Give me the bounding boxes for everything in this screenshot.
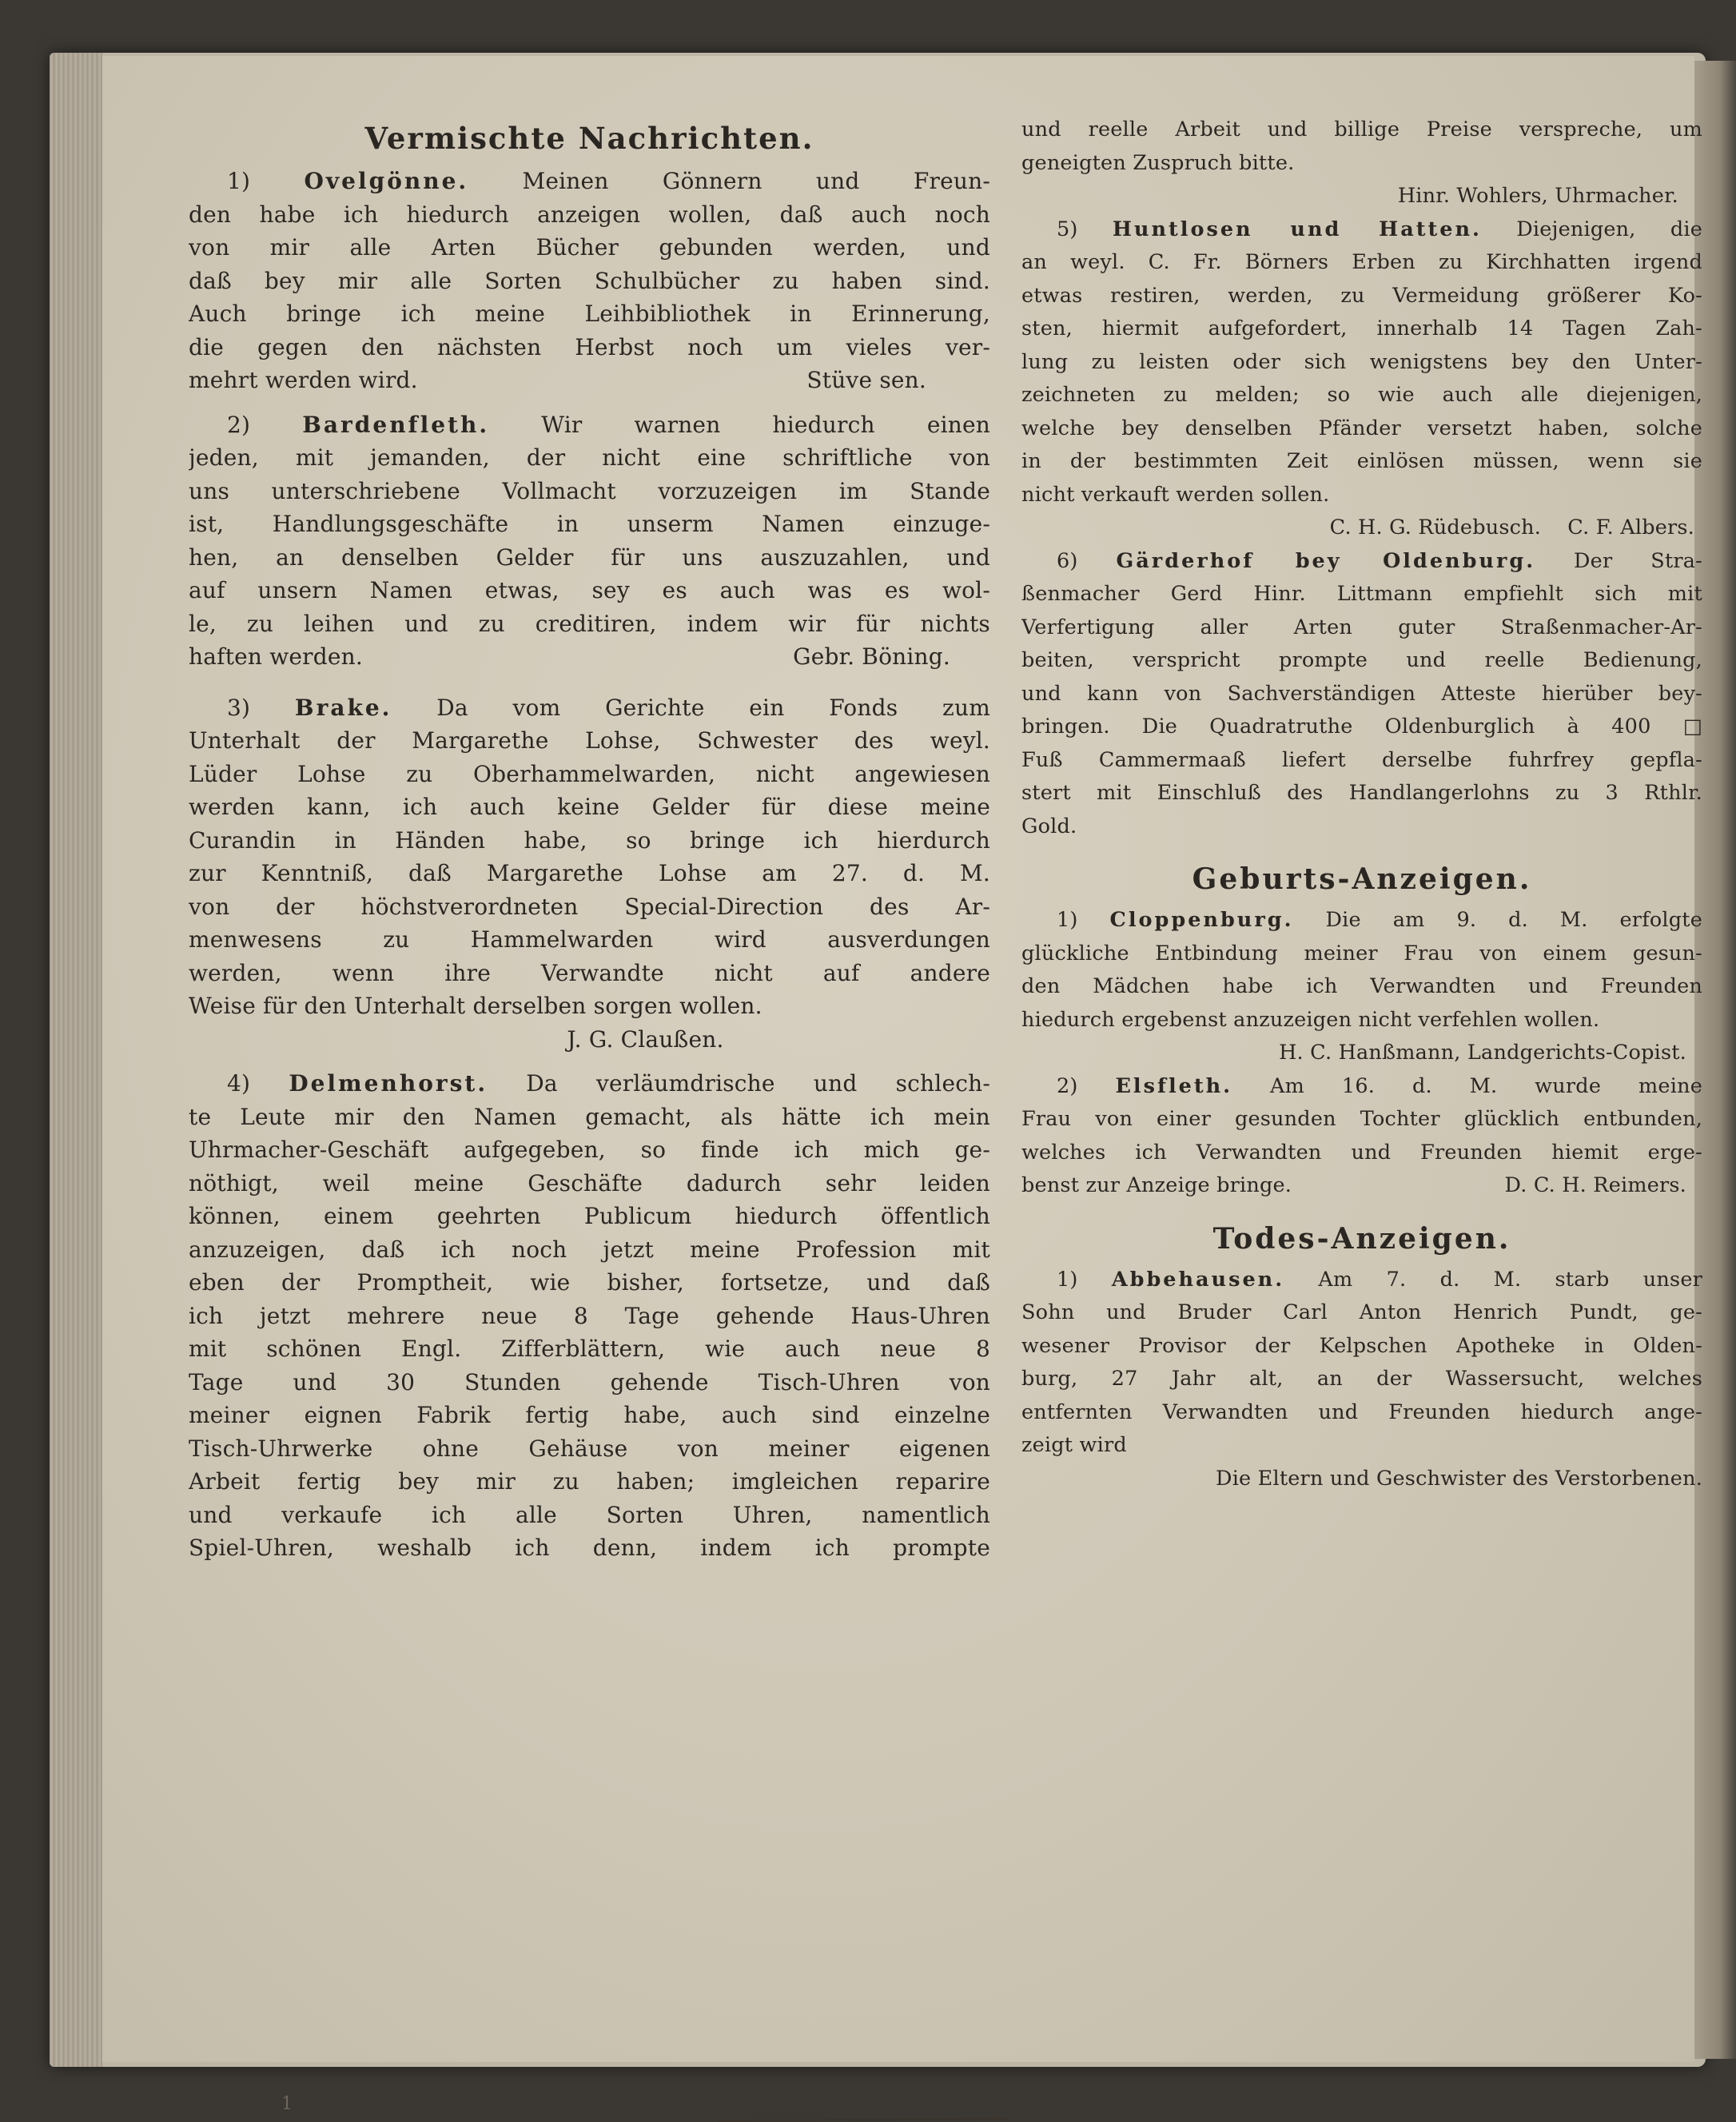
right-column [1021, 113, 1702, 1495]
notice-line: hiedurch ergebenst anzuzeigen nicht verfehlen wollen. [1021, 1007, 1600, 1032]
notice-line: Fuß Cammermaaß liefert derselbe fuhrfrey gepfla- [1021, 747, 1702, 772]
notice-line: Arbeit fertig bey mir zu haben; imgleichen reparire [189, 1468, 990, 1495]
notice-line: eben der Promptheit, wie bisher, fortsetze, und daß [189, 1269, 990, 1296]
notice-place: Elsfleth. [1115, 1073, 1233, 1098]
notice-line: werden kann, ich auch keine Gelder für diese meine [189, 794, 990, 820]
notice-line: in der bestimmten Zeit einlösen müssen, wenn sie [1021, 449, 1702, 473]
notice-elsfleth [1021, 1070, 1702, 1203]
notice-place: Abbehausen. [1111, 1267, 1285, 1292]
notice-line: Frau von einer gesunden Tochter glücklich entbunden, [1021, 1107, 1702, 1131]
notice-place: Gärderhof bey Oldenburg. [1116, 548, 1536, 573]
notice-line: menwesens zu Hammelwarden wird ausverdungen [189, 926, 990, 953]
notice-line: Verfertigung aller Arten guter Straßenmacher-Ar- [1021, 615, 1702, 639]
notice-line: bringen. Die Quadratruthe Oldenburglich à 400 □ [1021, 715, 1702, 739]
notice-place: Delmenhorst. [289, 1070, 488, 1097]
notice-line: 2) Elsfleth. Am 16. d. M. wurde meine [1057, 1073, 1702, 1098]
notice-signature: Stüve sen. [806, 367, 926, 393]
notice-cloppenburg [1021, 904, 1702, 1070]
notice-line: 5) Huntlosen und Hatten. Diejenigen, die [1057, 217, 1702, 241]
notice-line: und reelle Arbeit und billige Preise verspreche, um [1021, 117, 1702, 141]
notice-signature: D. C. H. Reimers. [1504, 1173, 1686, 1197]
notice-place: Brake. [294, 694, 392, 721]
notice-line: ist, Handlungsgeschäfte in unserm Namen einzuge- [189, 511, 990, 537]
notice-delmenhorst-continued [1021, 113, 1702, 213]
notice-line: geneigten Zuspruch bitte. [1021, 150, 1295, 175]
left-column [189, 113, 990, 1565]
notice-line: hen, an denselben Gelder für uns auszuzahlen, und [189, 543, 990, 571]
notice-line: welches ich Verwandten und Freunden hiemit erge- [1021, 1140, 1702, 1165]
notice-signature: J. G. Claußen. [567, 1025, 724, 1053]
notice-line: nöthigt, weil meine Geschäfte dadurch sehr leiden [189, 1169, 990, 1196]
notice-line: Lüder Lohse zu Oberhammelwarden, nicht angewiesen [189, 760, 990, 787]
section-heading-todes-anzeigen: Todes-Anzeigen. [1212, 1221, 1511, 1256]
notice-line: 4) Delmenhorst. Da verläumdrische und schlech- [227, 1070, 990, 1097]
notice-line: welche bey denselben Pfänder versetzt haben, solche [1021, 416, 1702, 440]
notice-line: von der höchstverordneten Special-Direction des Ar- [189, 893, 990, 920]
notice-line: mit schönen Engl. Zifferblättern, wie auch neue 8 [189, 1336, 990, 1362]
notice-place: Bardenfleth. [302, 411, 490, 438]
notice-line: Tage und 30 Stunden gehende Tisch-Uhren von [189, 1368, 990, 1395]
notice-signature: Hinr. Wohlers, Uhrmacher. [1397, 184, 1678, 208]
section-heading-vermischte-nachrichten: Vermischte Nachrichten. [364, 121, 814, 156]
notice-line: Uhrmacher-Geschäft aufgegeben, so finde ich mich ge- [189, 1137, 990, 1163]
notice-line: jeden, mit jemanden, der nicht eine schriftliche von [189, 444, 990, 471]
notice-huntlosen-hatten [1021, 213, 1702, 545]
notice-line: 3) Brake. Da vom Gerichte ein Fonds zum [227, 694, 990, 721]
notice-line: entfernten Verwandten und Freunden hiedurch ange- [1021, 1399, 1702, 1424]
notice-line: nicht verkauft werden sollen. [1021, 482, 1330, 507]
notice-ovelgoenne [189, 165, 990, 397]
notice-place: Cloppenburg. [1109, 908, 1294, 932]
notice-line: Curandin in Händen habe, so bringe ich hierdurch [189, 826, 990, 854]
notice-line: beiten, verspricht prompte und reelle Bedienung, [1021, 648, 1702, 672]
notice-place: Huntlosen und Hatten. [1112, 217, 1482, 241]
notice-line: anzuzeigen, daß ich noch jetzt meine Profession mit [189, 1236, 990, 1263]
notice-line: le, zu leihen und zu creditiren, indem wir für nichts [189, 610, 990, 637]
notice-line: Weise für den Unterhalt derselben sorgen wollen. [189, 993, 762, 1019]
notice-gaerderhof [1021, 545, 1702, 844]
notice-line: werden, wenn ihre Verwandte nicht auf andere [189, 959, 990, 986]
notice-line: lung zu leisten oder sich wenigstens bey den Unter- [1021, 349, 1702, 374]
notice-line: Gold. [1021, 814, 1077, 838]
notice-line: haften werden. Gebr. Böning. [189, 640, 990, 674]
notice-line: wesener Provisor der Kelpschen Apotheke in Olden- [1021, 1333, 1702, 1358]
section-heading-geburts-anzeigen: Geburts-Anzeigen. [1192, 862, 1532, 896]
notice-line: Auch bringe ich meine Leihbibliothek in Erinnerung, [189, 301, 990, 327]
notice-line: an weyl. C. Fr. Börners Erben zu Kirchhatten irgend [1021, 250, 1702, 274]
notice-line: Sohn und Bruder Carl Anton Henrich Pundt, ge- [1021, 1300, 1702, 1324]
notice-line: te Leute mir den Namen gemacht, als hätte ich mein [189, 1103, 990, 1130]
notice-abbehausen [1021, 1264, 1702, 1496]
notice-bardenfleth [189, 408, 990, 674]
notice-delmenhorst [189, 1067, 990, 1565]
notice-line: ßenmacher Gerd Hinr. Littmann empfiehlt sich mit [1021, 582, 1702, 606]
notice-line: uns unterschriebene Vollmacht vorzuzeigen im Stande [189, 477, 990, 504]
notice-signature: C. H. G. Rüdebusch. C. F. Albers. [1329, 516, 1694, 539]
notice-line: die gegen den nächsten Herbst noch um vieles ver- [189, 333, 990, 360]
notice-line: 1) Ovelgönne. Meinen Gönnern und Freun- [227, 168, 990, 194]
notice-line: stert mit Einschluß des Handlangerlohns zu 3 Rthlr. [1021, 781, 1702, 805]
notice-line: zeigt wird [1021, 1433, 1127, 1457]
notice-line: Unterhalt der Margarethe Lohse, Schwester des weyl. [189, 727, 990, 754]
notice-place: Ovelgönne. [304, 168, 469, 194]
notice-line: glückliche Entbindung meiner Frau von einem gesun- [1021, 941, 1702, 965]
notice-signature: Die Eltern und Geschwister des Verstorbenen. [1216, 1466, 1702, 1491]
notice-line: zeichneten zu melden; so wie auch alle diejenigen, [1021, 383, 1702, 407]
notice-line: burg, 27 Jahr alt, an der Wassersucht, welches [1021, 1367, 1702, 1391]
page-edges-left [50, 53, 102, 2067]
notice-line: auf unsern Namen etwas, sey es auch was es wol- [189, 577, 990, 603]
notice-line: mehrt werden wird. Stüve sen. [189, 364, 990, 397]
notice-line: den Mädchen habe ich Verwandten und Freunden [1021, 974, 1702, 998]
closing-rule [719, 2118, 1007, 2122]
notice-line: Spiel-Uhren, weshalb ich denn, indem ich prompte [189, 1535, 990, 1561]
notice-signature: H. C. Hanßmann, Landgerichts-Copist. [1279, 1041, 1686, 1065]
notice-line: 1) Abbehausen. Am 7. d. M. starb unser [1057, 1267, 1702, 1292]
notice-line: ich jetzt mehrere neue 8 Tage gehende Haus-Uhren [189, 1302, 990, 1329]
notice-line: daß bey mir alle Sorten Schulbücher zu haben sind. [189, 267, 990, 294]
notice-line: 6) Gärderhof bey Oldenburg. Der Stra- [1057, 548, 1702, 573]
notice-line: von mir alle Arten Bücher gebunden werden, und [189, 234, 990, 261]
notice-line: den habe ich hiedurch anzeigen wollen, daß auch noch [189, 201, 990, 228]
notice-line: sten, hiermit aufgefordert, innerhalb 14 Tagen Zah- [1021, 317, 1702, 340]
notice-line: meiner eignen Fabrik fertig habe, auch sind einzelne [189, 1402, 990, 1428]
notice-line: Tisch-Uhrwerke ohne Gehäuse von meiner eigenen [189, 1435, 990, 1462]
notice-line: 2) Bardenfleth. Wir warnen hiedurch einen [227, 411, 990, 438]
notice-line: und kann von Sachverständigen Atteste hierüber bey- [1021, 681, 1702, 706]
margin-mark: 1 [281, 2094, 293, 2114]
notice-line: etwas restiren, werden, zu Vermeidung größerer Ko- [1021, 283, 1702, 308]
notice-line: benst zur Anzeige bringe. D. C. H. Reimers. [1021, 1169, 1702, 1203]
notice-line: 1) Cloppenburg. Die am 9. d. M. erfolgte [1057, 908, 1702, 932]
notice-line: können, einem geehrten Publicum hiedurch öffentlich [189, 1203, 990, 1229]
notice-line: und verkaufe ich alle Sorten Uhren, namentlich [189, 1501, 990, 1528]
notice-signature: Gebr. Böning. [793, 643, 950, 670]
notice-line: zur Kenntniß, daß Margarethe Lohse am 27. d. M. [189, 860, 990, 886]
notice-brake [189, 691, 990, 1057]
